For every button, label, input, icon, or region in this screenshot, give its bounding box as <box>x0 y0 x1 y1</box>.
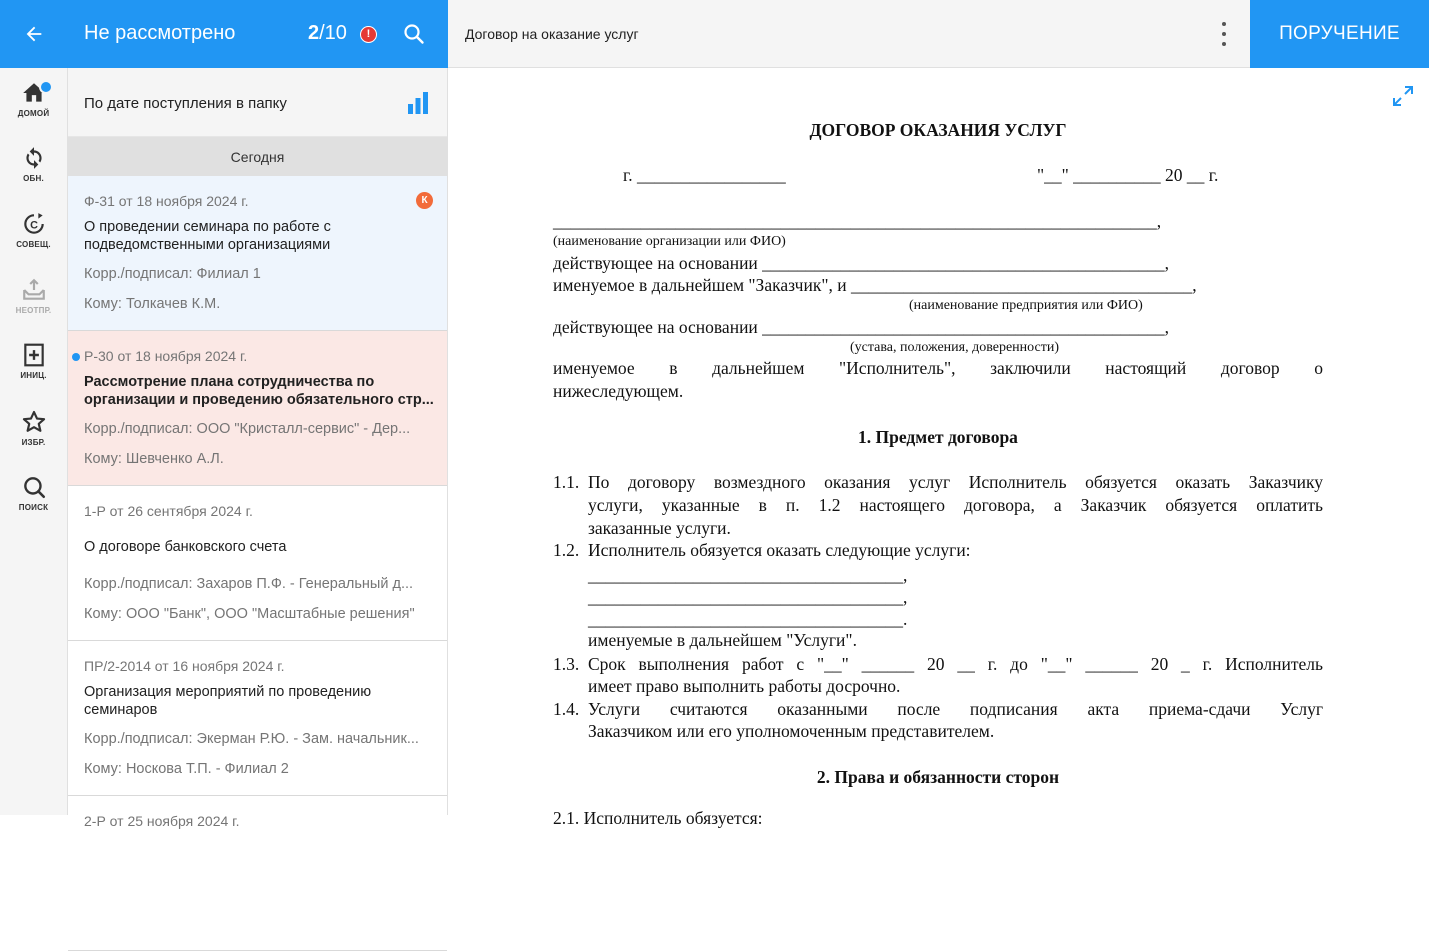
more-menu-button[interactable] <box>1214 20 1234 48</box>
correspondent: Корр./подписал: Захаров П.Ф. - Генеральный д... <box>84 576 414 592</box>
expand-icon <box>1391 84 1415 108</box>
refresh-icon <box>21 145 47 171</box>
service-blank-2: ____________________________________, <box>588 587 908 607</box>
document-list <box>68 68 448 829</box>
search-icon <box>21 474 47 500</box>
document-number: ПР/2-2014 от 16 ноября 2024 г. <box>84 658 285 674</box>
document-number: Ф-31 от 18 ноября 2024 г. <box>84 193 249 209</box>
party-line: _____________________________________________________________________, <box>553 211 1162 231</box>
clause-1-2-line-2: именуемые в дальнейшем "Услуги". <box>588 630 857 650</box>
unread-counter: 2/10 <box>308 22 347 44</box>
control-badge: К <box>416 192 433 209</box>
section-1-heading: 1. Предмет договора <box>858 427 1018 447</box>
document-heading: ДОГОВОР ОКАЗАНИЯ УСЛУГ <box>809 120 1067 140</box>
clause-number: 1.2. <box>553 540 580 560</box>
customer-line: именуемое в дальнейшем "Заказчик", и _______________________________________, <box>553 275 1197 295</box>
rail-home[interactable]: ДОМОЙ <box>0 80 67 140</box>
clause-number: 1.1. <box>553 472 580 492</box>
rail-search[interactable]: ПОИСК <box>0 474 67 534</box>
section-2-heading: 2. Права и обязанности сторон <box>816 767 1060 787</box>
basis-line-2: действующее на основании ______________________________________________, <box>553 317 1170 337</box>
recipient: Кому: Толкачев К.М. <box>84 296 221 312</box>
clause-2-1-partial: 2.1. Исполнитель обязуется: <box>553 808 763 828</box>
svg-text:C: C <box>29 219 38 232</box>
list-title: Не рассмотрено <box>84 22 236 44</box>
fullscreen-button[interactable] <box>1391 84 1415 113</box>
assignment-button[interactable]: ПОРУЧЕНИЕ <box>1250 0 1429 68</box>
rail-initiate[interactable]: ИНИЦ. <box>0 342 67 402</box>
list-item[interactable] <box>68 331 447 486</box>
document-subject: О договоре банковского счета <box>84 539 287 555</box>
clause-number: 1.4. <box>553 699 580 719</box>
document-subject: Рассмотрение плана сотрудничества по организации и проведению обязательного стр... <box>84 374 434 408</box>
app-header <box>0 0 1429 68</box>
document-number: 1-Р от 26 сентября 2024 г. <box>84 503 253 519</box>
recipient: Кому: Шевченко А.Л. <box>84 451 224 467</box>
sort-label: По дате поступления в папку <box>84 95 287 112</box>
list-search-button[interactable] <box>402 22 426 51</box>
rail-refresh[interactable]: ОБН. <box>0 145 67 205</box>
alert-icon[interactable]: ! <box>360 26 377 43</box>
correspondent: Корр./подписал: ООО "Кристалл-сервис" - Дер... <box>84 421 411 437</box>
add-document-icon <box>21 342 47 368</box>
document-number: Р-30 от 18 ноября 2024 г. <box>84 348 248 364</box>
back-button[interactable] <box>0 0 68 68</box>
document-viewer[interactable] <box>449 68 1429 828</box>
date-field: "__" __________ 20 __ г. <box>1037 165 1219 185</box>
basis-hint: (устава, положения, доверенности) <box>850 340 1059 355</box>
rail-favorites[interactable]: ИЗБР. <box>0 409 67 469</box>
list-item[interactable] <box>68 176 447 331</box>
clause-number: 1.3. <box>553 654 580 674</box>
document-number: 2-Р от 25 ноября 2024 г. <box>84 813 240 829</box>
clause-1-2-line-1: Исполнитель обязуется оказать следующие услуги: <box>588 540 971 560</box>
document-header <box>448 0 1250 68</box>
clause-1-4-line-1: Услуги считаются оказанными после подписания акта приема-сдачи Услуг <box>588 699 1323 719</box>
clause-1-3-line-1: Срок выполнения работ с "__" ______ 20 __ г. до "__" ______ 20 _ г. Исполнитель <box>588 654 1323 674</box>
list-item[interactable] <box>68 796 447 951</box>
clause-1-1-line-3: заказанные услуги. <box>588 518 731 538</box>
sort-selector[interactable] <box>68 68 447 137</box>
meeting-icon <box>21 211 47 237</box>
contractor-line-2: нижеследующем. <box>553 381 684 401</box>
service-blank-1: ____________________________________, <box>588 565 908 585</box>
rail-meetings[interactable]: C СОВЕЩ. <box>0 211 67 271</box>
clause-1-1-line-2: услуги, указанные в п. 1.2 настоящего договора, а Заказчик обязуется оплатить <box>588 495 1323 515</box>
correspondent: Корр./подписал: Экерман Р.Ю. - Зам. начальник... <box>84 731 419 747</box>
search-icon <box>402 22 426 46</box>
clause-1-1-line-1: По договору возмездного оказания услуг Исполнитель обязуется оказать Заказчику <box>588 472 1323 492</box>
contractor-line: именуемое в дальнейшем "Исполнитель", заключили настоящий договор о <box>553 358 1323 378</box>
document-subject: Организация мероприятий по проведению семинаров <box>84 684 372 718</box>
star-icon <box>21 409 47 435</box>
basis-line-1: действующее на основании ______________________________________________, <box>553 253 1170 273</box>
more-vert-icon <box>1222 22 1226 26</box>
recipient: Кому: ООО "Банк", ООО "Масштабные решения" <box>84 606 415 622</box>
unread-dot <box>72 353 80 361</box>
clause-1-4-line-2: Заказчиком или его уполномоченным представителем. <box>588 721 995 741</box>
list-item[interactable] <box>68 641 447 796</box>
clause-1-3-line-2: имеет право выполнить работы досрочно. <box>588 676 901 696</box>
list-item[interactable] <box>68 486 447 641</box>
sort-order-button[interactable] <box>407 92 429 119</box>
notification-dot <box>39 80 53 94</box>
bar-chart-icon <box>407 92 429 114</box>
document-title: Договор на оказание услуг <box>465 26 639 42</box>
party-hint: (наименование организации или ФИО) <box>553 234 786 249</box>
navigation-rail <box>0 68 68 815</box>
rail-unsent[interactable]: НЕОТПР. <box>0 277 67 337</box>
service-blank-3: ____________________________________. <box>588 609 908 629</box>
document-subject: О проведении семинара по работе с подведомственными организациями <box>84 219 331 253</box>
correspondent: Корр./подписал: Филиал 1 <box>84 266 261 282</box>
outbox-icon <box>21 277 47 303</box>
contractor-hint: (наименование предприятия или ФИО) <box>909 298 1143 313</box>
arrow-left-icon <box>23 23 45 45</box>
recipient: Кому: Носкова Т.П. - Филиал 2 <box>84 761 289 777</box>
group-header-today: Сегодня <box>68 137 447 176</box>
city-field: г. _________________ <box>623 165 786 185</box>
list-header <box>68 0 448 68</box>
